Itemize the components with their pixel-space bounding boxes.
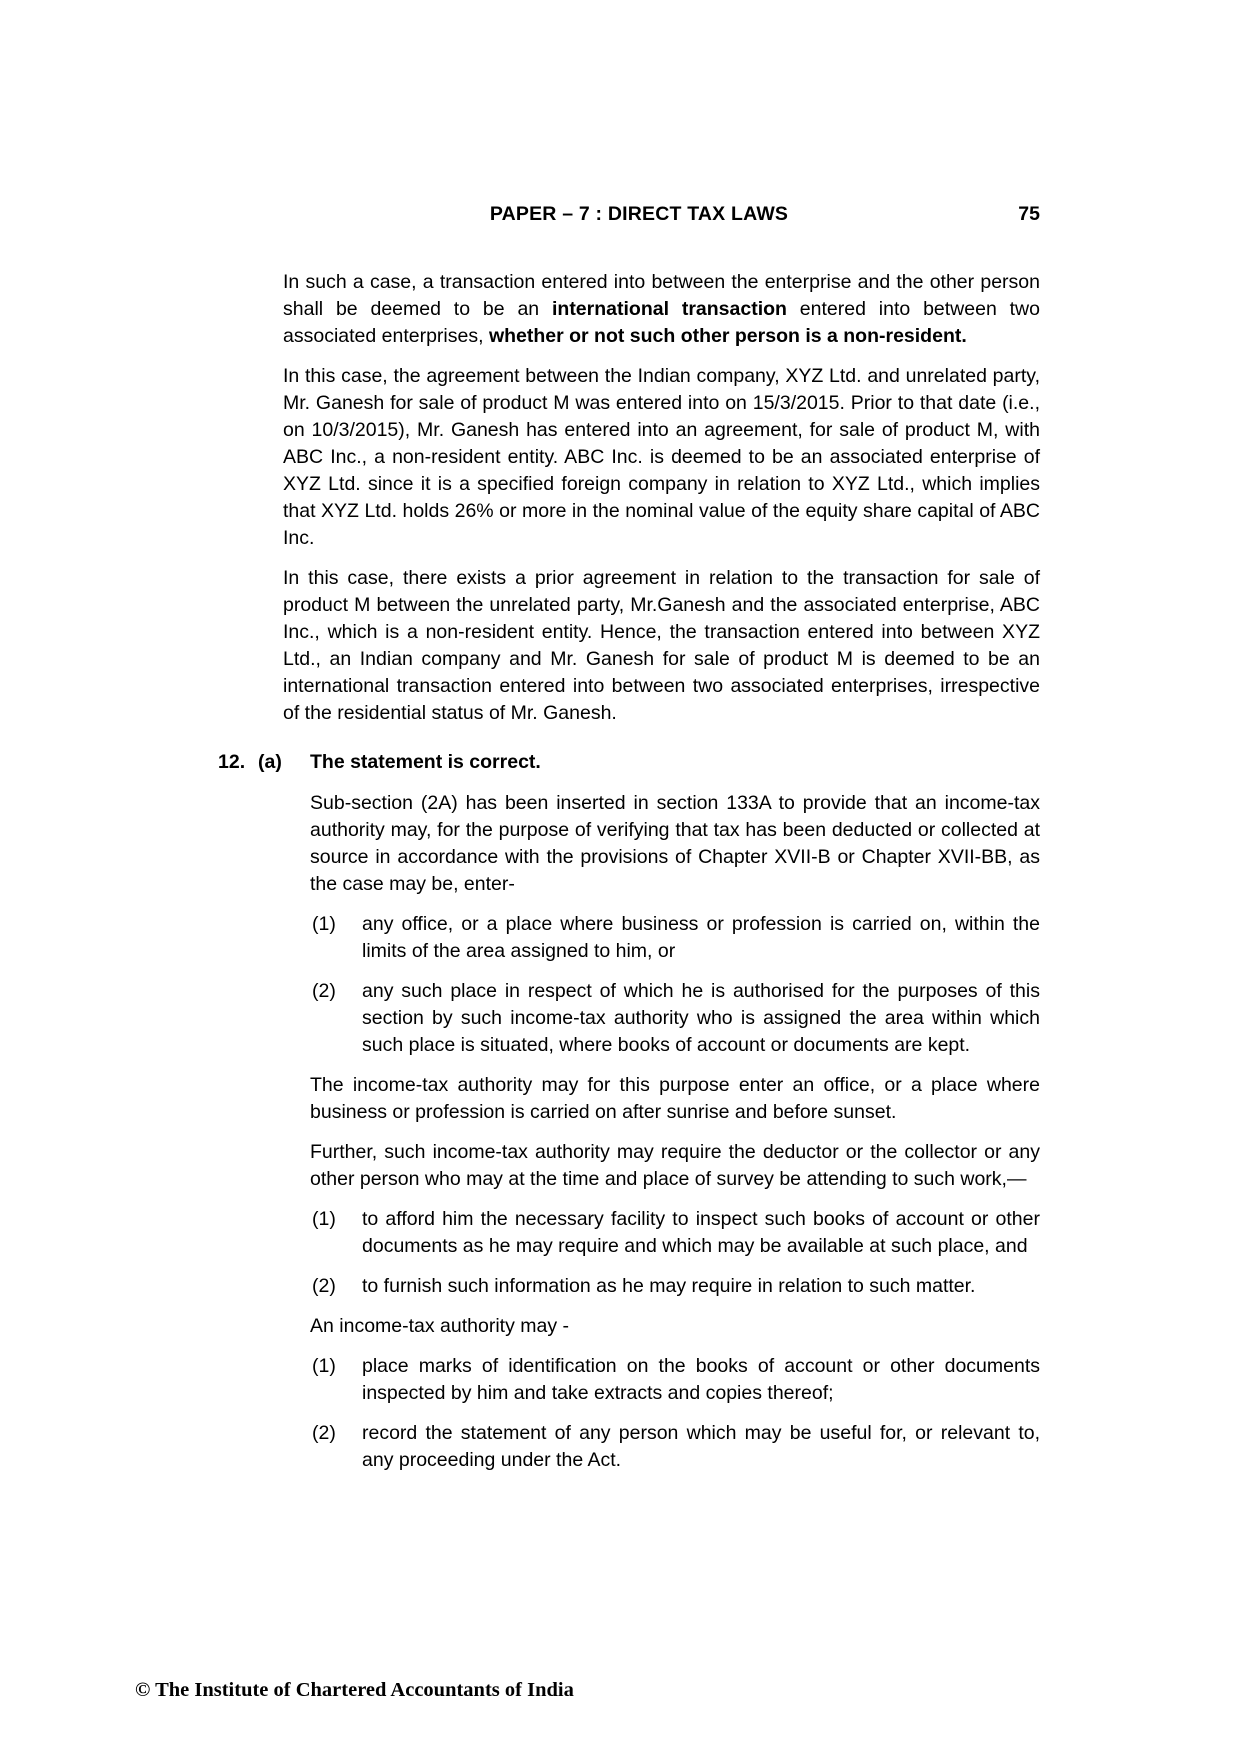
list-item bbox=[310, 1273, 1040, 1300]
list-item bbox=[310, 978, 1040, 1059]
page-number: 75 bbox=[1018, 203, 1040, 225]
require-list bbox=[310, 1206, 1040, 1300]
document-body bbox=[218, 269, 1040, 1487]
list-item-text: place marks of identification on the books of account or other documents inspected by him and take extracts and copies thereof; bbox=[362, 1355, 1040, 1404]
page-title: PAPER – 7 : DIRECT TAX LAWS bbox=[489, 203, 789, 225]
bold-international-transaction: international transaction bbox=[551, 298, 787, 320]
paragraph-deemed-transaction bbox=[283, 269, 1040, 350]
answer-number: 12. bbox=[218, 751, 246, 773]
list-item-text: any such place in respect of which he is authorised for the purposes of this section by such income-tax authority who is assigned the area within which such place is situated, where books of account or documents are kept. bbox=[362, 980, 1040, 1056]
list-item-text: any office, or a place where business or profession is carried on, within the limits of the area assigned to him, or bbox=[362, 913, 1040, 962]
list-item-text: to afford him the necessary facility to inspect such books of account or other documents as he may require and which may be available at such place, and bbox=[362, 1208, 1040, 1257]
list-item-marker: (2) bbox=[312, 980, 336, 1002]
paragraph-sunrise-sunset: The income-tax authority may for this purpose enter an office, or a place where business or profession is carried on after sunrise and before sunset. bbox=[310, 1074, 1040, 1123]
paragraph-text: entered into between two associated enterprises, bbox=[283, 298, 1040, 347]
copyright-footer: © The Institute of Chartered Accountants of India bbox=[135, 1679, 574, 1701]
authority-powers-list bbox=[310, 1353, 1040, 1474]
bold-non-resident: whether or not such other person is a non-resident. bbox=[488, 325, 967, 347]
list-item-marker: (1) bbox=[312, 913, 336, 935]
answer-sub-letter: (a) bbox=[258, 751, 282, 773]
paragraph-authority-may: An income-tax authority may - bbox=[310, 1315, 570, 1337]
answer-heading: The statement is correct. bbox=[310, 751, 541, 773]
list-item-marker: (2) bbox=[312, 1422, 336, 1444]
list-item bbox=[310, 911, 1040, 965]
list-item bbox=[310, 1206, 1040, 1260]
list-item bbox=[310, 1353, 1040, 1407]
paragraph-text: In such a case, a transaction entered into between the enterprise and the other person shall be deemed to be an bbox=[283, 271, 1040, 320]
list-item-marker: (1) bbox=[312, 1355, 336, 1377]
paragraph-prior-agreement: In this case, there exists a prior agreement in relation to the transaction for sale of product M between the unrelated party, Mr.Ganesh and the associated enterprise, ABC Inc., which is a non-resident entity. Hence, the transaction entered into between XYZ Ltd., an Indian company and Mr. Ganesh for sale of product M is deemed to be an international transaction entered into between two associated enterprises, irrespective of the residential status of Mr. Ganesh. bbox=[283, 567, 1040, 724]
answer-12a bbox=[218, 749, 1040, 1487]
list-item bbox=[310, 1420, 1040, 1474]
paragraph-subsection-2a: Sub-section (2A) has been inserted in section 133A to provide that an income-tax authority may, for the purpose of verifying that tax has been deducted or collected at source in accordance with the provisions of Chapter XVII-B or Chapter XVII-BB, as the case may be, enter- bbox=[310, 792, 1040, 895]
list-item-text: to furnish such information as he may require in relation to such matter. bbox=[362, 1275, 976, 1297]
list-item-text: record the statement of any person which may be useful for, or relevant to, any proceeding under the Act. bbox=[362, 1422, 1040, 1471]
page-header bbox=[238, 203, 1040, 225]
enter-places-list bbox=[310, 911, 1040, 1059]
answer-11-continuation bbox=[218, 269, 1040, 727]
paragraph-further-require: Further, such income-tax authority may require the deductor or the collector or any other person who may at the time and place of survey be attending to such work,— bbox=[310, 1141, 1040, 1190]
answer-body bbox=[310, 749, 1040, 1487]
list-item-marker: (2) bbox=[312, 1275, 336, 1297]
paragraph-agreement-facts: In this case, the agreement between the Indian company, XYZ Ltd. and unrelated party, Mr. Ganesh for sale of product M was entered into on 15/3/2015. Prior to that date (i.e., on 10/3/2015), Mr. Ganesh has entered into an agreement, for sale of product M, with ABC Inc., a non-resident entity. ABC Inc. is deemed to be an associated enterprise of XYZ Ltd. since it is a specified foreign company in relation to XYZ Ltd., which implies that XYZ Ltd. holds 26% or more in the nominal value of the equity share capital of ABC Inc. bbox=[283, 365, 1040, 549]
list-item-marker: (1) bbox=[312, 1208, 336, 1230]
